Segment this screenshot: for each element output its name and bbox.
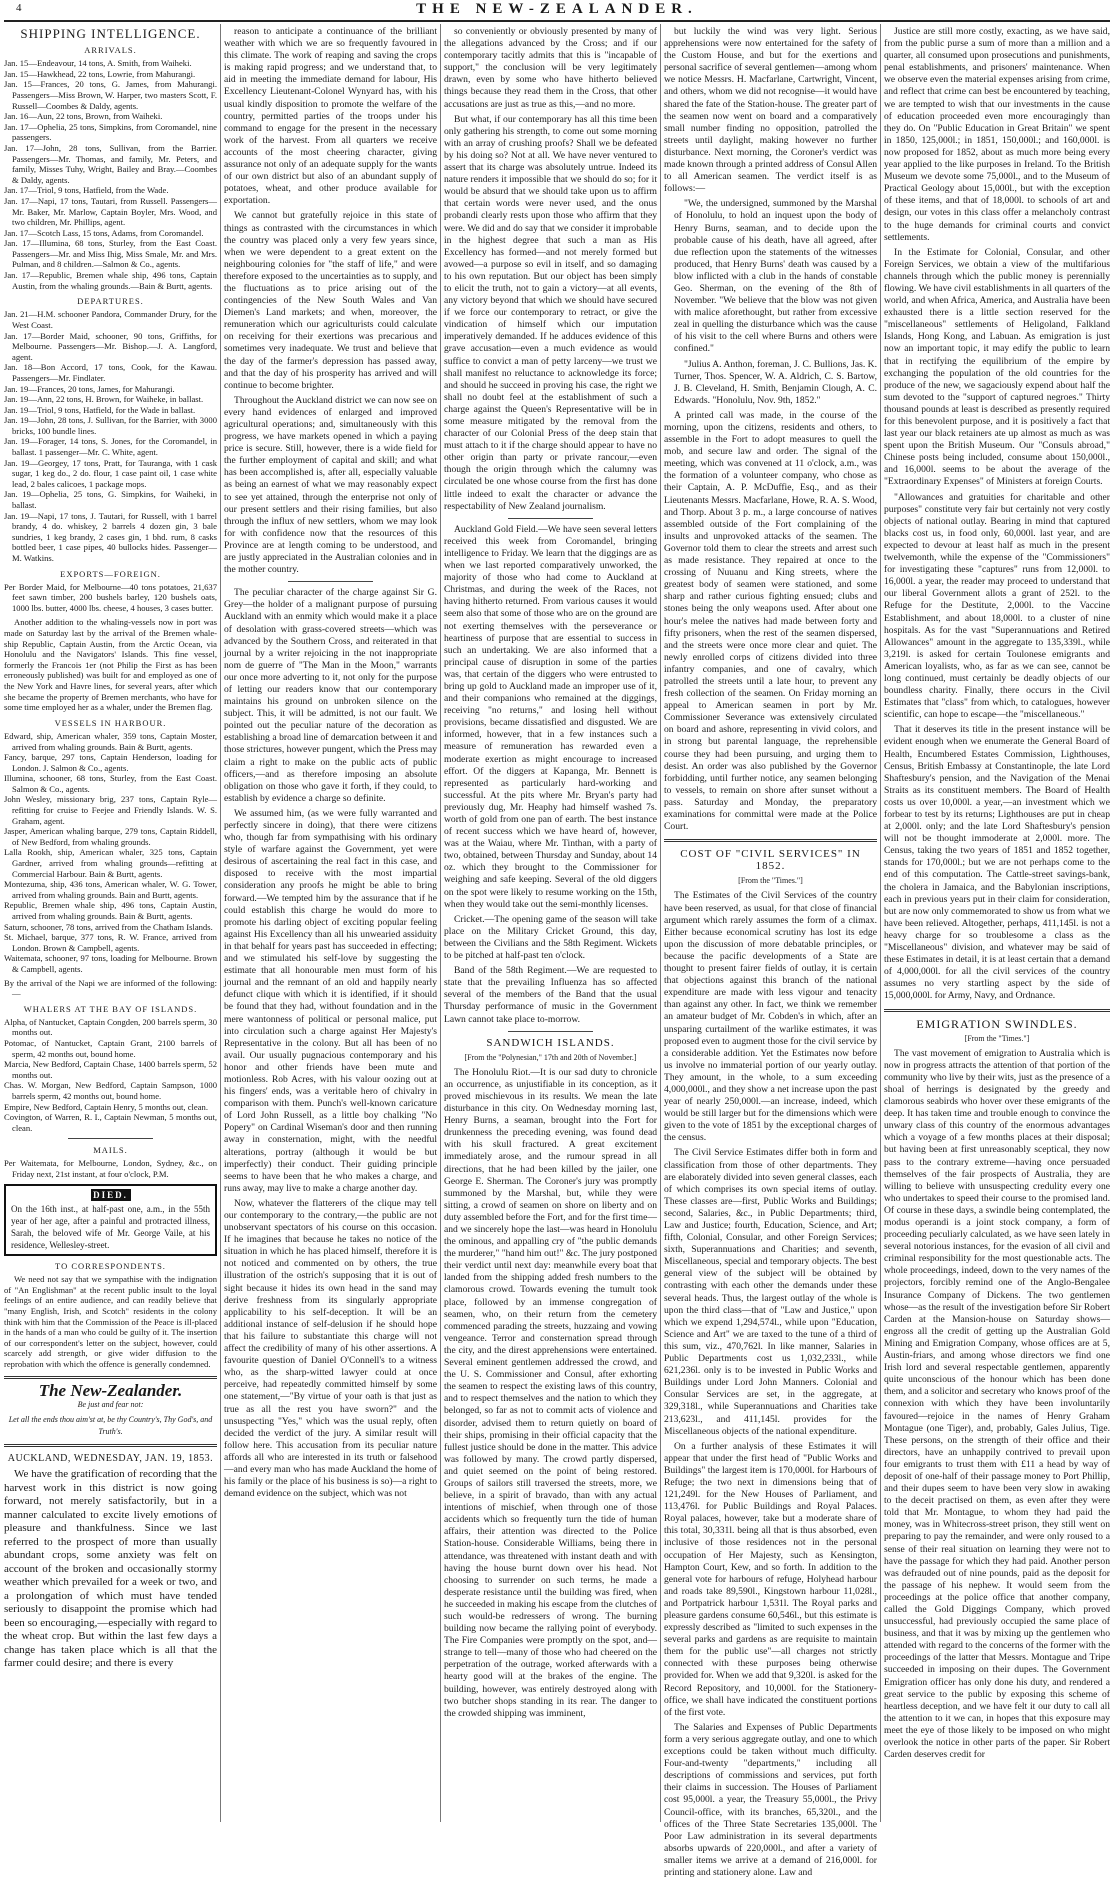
double-divider: [4, 1444, 217, 1447]
motto-line-1: Be just and fear not:: [77, 1399, 144, 1409]
verdict-signers: "Julius A. Anthon, foreman, J. C. Bullions, Jas. K. Turner, Thos. Spencer, W. A. Aldrich, C. S. Bartow, J. B. Cleveland, H. Smith, Benjamin Clough, A. C. Edwards. "Honolulu, Nov. 9th, 1852.": [674, 358, 877, 406]
shipping-title: SHIPPING INTELLIGENCE.: [20, 26, 201, 41]
vessel-item: Waitemata, schooner, 97 tons, loading for Melbourne. Brown & Campbell, agents.: [4, 953, 217, 974]
column-2: [224, 26, 437, 1822]
departure-item: Jan. 21—H.M. schooner Pandora, Commander Drury, for the West Coast.: [4, 309, 217, 330]
column-3: [444, 26, 657, 1822]
arrival-item: Jan. 16—Aun, 22 tons, Brown, from Waiheki.: [4, 111, 163, 122]
departures-heading: DEPARTURES.: [77, 296, 144, 307]
departure-item: Jan. 18—Bon Accord, 17 tons, Cook, for the Kawau. Passengers—Mr. Findlater.: [4, 362, 217, 383]
died-text: On the 16th inst., at half-past one, a.m., in the 55th year of her age, after a painful and protracted illness, Sarah, the beloved wife of Mr. George Vaile, at his residence, Wellesley-street.: [11, 1203, 210, 1251]
arrival-item: Jan. 15—Hawkhead, 22 tons, Lowrie, from Mahurangi.: [4, 68, 196, 79]
departure-item: Jan. 17—Border Maid, schooner, 90 tons, Griffiths, for Melbourne. Passengers—Mr. Bishop.—J. A. Langford, agent.: [4, 330, 217, 362]
civil-paragraph: "Allowances and gratuities for charitable and other purposes" constitute very fair but certainly not very costly objects of national outlay. Bearing in mind that captured blacks cost us, in food only, 60,000l. last year, and are expected to devour at least half as much in the present twelvemonth, while the expense of the "Commissioners" for investigating these "captures" runs from 12,000l. to 16,000l. a year, the reader may proceed to understand that our liberal Government allots a grant of 252l. to the Refuge for the Destitute, 2,000l. to the Vaccine Establishment, and about 18,000l. to a cluster of nine hospitals. As for the vast "Superannuations and Retired Allowances" amount in the aggregate to 135,339l., while 3,219l. is asked for certain Toulonese emigrants and American loyalists, who, as far as we can see, cannot be long continued, must certainly be deadly objects of our boundless charity. Finally, there occurs in the Civil Estimates that "class" from which, to catalogues, however scientific, can hope to escape—the "miscellaneous.": [884, 491, 1110, 721]
leader-paragraph: But what, if our contemporary has all this time been only gathering his strength, to come out some morning with an array of crushing proofs? Shall we be defeated by his doing so? Not at all. We have never ventured to assert that its charge was absolutely untrue. Indeed its nature renders it impossible that we should do so; for it would be absurd that we should take upon us to affirm that certain words were never used, and the onus probandi clearly rests upon those who affirm that they were. We did and do say that we consider it improbable in the highest degree that such a man as His Excellency has formed—and not merely formed but avowed—a purpose so evil in itself, and so damaging to his own reputation. But our object has been simply to elicit the truth, not to gain a victory—at all events, any victory beyond that which we should have secured if we force our contemporary to retract, or give the vindication of himself which our imputation imperatively demanded. If he adduces evidence of this grave accusation—even a much evidence as would suffice to convict a man of petty larceny—we trust we shall manifest no reluctance to acknowledge its force; and should he succeed in proving his case, the right we shall no doubt feel at the establishment of such a charge against the Queen's Representative will be in some measure mitigated by the removal from the character of our Colonial Press of the deep stain that must attach to it if the charge should appear to have no other origin than party or private rancour,—even though the origin through which the calumny was circulated be one whose course from the first has done little indeed to exalt the character or advance the respectability of New Zealand journalism.: [444, 113, 657, 512]
departure-item: Jan. 19—Ann, 22 tons, H. Brown, for Waiheke, in ballast.: [4, 394, 204, 405]
vessels-heading: VESSELS IN HARBOUR.: [54, 717, 167, 728]
emigration-paragraph: The vast movement of emigration to Australia which is now in progress attracts the attention of that portion of the community who live by their wits, just as the presence of a shoal of herrings is designated by the greedy and clamorous seabirds who hover over these emigrants of the deep. It has taken time and trouble enough to convince the unwary class of this country of the enormous advantages which a voyage of a few months places at their disposal; but having been at first unreasonably sceptical, they now pass to the contrary extreme—having once persuaded themselves of the fair prospects of Australia, they are willing to believe with unsuspecting credulity every one who undertakes to speed their course to the promised land. Of course in these days, a swindle being contemplated, the modus operandi is a joint stock company, a form of proceeding peculiarly calculated, as we have seen lately in several notorious instances, for the evasion of all civil and criminal responsibility for the most questionable acts. The whole proceedings, indeed, down to the very names of the projectors, forcibly remind one of the Anglo-Bengalee Insurance Company of Dickens. The two gentlemen whose—as the result of the investigation before Sir Robert Carden at the Mansion-house on Saturday shows—engross all the credit of getting up the Australian Gold Mining and Emigration Company, whose offices are at 5, Austin-friars, and among whose directors we find one Irish lord and several respectable gentlemen, apparently quite unconscious of the honour which has been done them, and a solicitor and secretary who knows proof of the connexion with which they have been involuntarily favoured—rejoice in the names of Henry Graham Montague (one Tiger), and, probably, Gales Julius, Tige. These persons, on the strength of their office and their directors, have an unhappily contrived to prevail upon four emigrants to trust them with £11 a head by way of deposit of one-half of their passage money to Port Phillip, and their dupes seem to have been very slow in awaking to the deceit practised on them, as even after they were told that Mr. Montague, to whom they had paid the money, was in Whitecross-street prison, they still went on preparing to pay the remainder, and were only roused to a sense of their real situation on learning they were not to have the passage for which they had paid. Another person was defrauded out of nine pounds, paid as the deposit for the passage of his nephew. It would seem from the proceedings at the police office that another company, called the Gold Diggings Company, which proved unsuccessful, had previously occupied the same place of business, and that it was by mixing up the gentlemen who attended with regard to the concerns of the former with the proceedings of the latter that Messrs. Montague and Tripe succeeded in imposing on their dupes. The Government Emigration officer has only done his duty, and rendered a great service to the public by exposing this scheme of heartless deception, and we have felt it our duty to call all the attention to it we can, in hopes that this exposure may meet the eye of those likely to be imposed on who might overlook the notice in other parts of the paper. Sir Robert Carden deserves credit for: [884, 1047, 1110, 1761]
bay-item: Alpha, of Nantucket, Captain Congden, 200 barrels sperm, 30 months out.: [4, 1016, 217, 1038]
vessel-item: Montezuma, ship, 436 tons, American whaler, W. G. Tower, arrived from whaling grounds. Bain and Burtt, agents.: [4, 879, 217, 900]
died-heading: DIED.: [91, 1189, 131, 1201]
bay-item: Marcia, New Bedford, Captain Chase, 1400 barrels sperm, 52 months out.: [4, 1059, 217, 1080]
sandwich-paragraph: The Honolulu Riot.—It is our sad duty to chronicle an occurrence, as unjustifiable in its conception, as it proved mischievous in its results. We mean the late disturbance in this city. On Wednesday morning last, Henry Burns, a seaman, brought into the Fort for drunkenness the preceding evening, was found dead with his skull fractured. A great excitement immediately arose, and the rumour spread in all directions, that he had been killed by the jailer, one George E. Sherman. The Coroner's jury was promptly summoned by the Marshal, but, while they were sitting, a crowd of seamen on shore on liberty and on duty assembled before the Fort, and for the first time—and we sincerely hope the last—was heard in Honolulu the ominous, and appalling cry of "the public demands the murderer," "hand him out!" &c. The jury postponed their verdict until next day: meanwhile every boat that landed from the shipping added fresh numbers to the clamorous crowd. Towards evening the tumult took place, followed by an immense congregation of seamen, who, on their return from the cemetery commenced parading the streets, huzzaing and vowing vengeance. Terror and consternation spread through the city, and the direst apprehensions were entertained. Several eminent gentlemen addressed the crowd, and the U. S. Commissioner and Consul, after exhorting the seamen to respect the existing laws of this country, and to respect themselves and the nation to which they belonged, so far as not to commit acts of violence and disorder, advised them to return quietly on board of their ships, promising in their official capacity that the fullest justice should be done in the matter. This advice was followed by many. The crowd partly dispersed, and quiet seemed on the point of being restored. Groups of sailors still traversed the streets, more, we believe, in a spirit of bravado, than with any actual intentions of mischief, when through one of those accidents which so frequently turn the tide of human affairs, their attention was directed to the Police Station-house. Considerable Williams, being there in attendance, was threatened with instant death and with having the house burnt down over his head. Not choosing to surrender on such terms, he made a desperate resistance until the building was fired, when he succeeded in making his escape from the clutches of such would-be redressers of wrong. The burning building now became the rallying point of everybody. The Fire Companies were promptly on the spot, and—strange to tell—many of those who had cheered on the perpetration of the outrage, worked afterwards with a hearty good will at the brakes of the engine. The building, however, was entirely destroyed along with two butcher shops standing in its rear. The danger to the crowded shipping was imminent,: [444, 1066, 657, 1719]
leader-paragraph: We have the gratification of recording that the harvest work in this district is now going forward, not merely satisfactorily, but in a manner calculated to excite lively emotions of pleasure and thankfulness. Since we last referred to the prospect of more than usually abundant crops, some anxiety was felt on account of the broken and occasionally stormy weather which prevailed for a week or two, and a prolongation of which must have tended seriously to disappoint the promise which had been so encouraging,—especially with regard to the wheat crop. But within the last few days a change has taken place which is all that the farmer could desire; and there is every: [4, 1468, 217, 1670]
sandwich-source: [From the "Polynesian," 17th and 20th of November.]: [464, 1052, 637, 1062]
arrival-item: Jan. 15—Frances, 20 tons, G. James, from Mahurangi. Passengers—Miss Brown, W. Harper, two masters Scott, F. Russell—Coombes & Daldy, agents.: [4, 79, 217, 111]
bay-item: Covington, of Warren, R. I., Captain Newman, 5 months out, clean.: [4, 1112, 217, 1133]
leader-paragraph: We cannot but gratefully rejoice in this state of things as contrasted with the circumstances in which the country was placed only a very few years since, when we were dependent to a great extent on the neighbouring colonies for "the staff of life," and were therefore exposed to the uncertainties as to supply, and the fluctuations as to price arising out of the contingencies of the New South Wales and Van Diemen's Land markets; and when, moreover, the remuneration which our agriculturists could calculate on receiving for their exertions was precarious and sometimes very inadequate. We trust and believe that the day of the farmer's depression has passed away, and that the day of his prosperity has arrived and will continue to become brighter.: [224, 210, 437, 391]
departure-item: Jan. 19—John, 28 tons, J. Sullivan, for the Barrier, with 3000 bricks, 100 bundle lines.: [4, 415, 217, 436]
vessel-item: John Wesley, missionary brig, 237 tons, Captain Ryle—refitting for cruise to Feejee and Friendly Islands. W. S. Graham, agent.: [4, 794, 217, 826]
sandwich-islands-heading: SANDWICH ISLANDS.: [486, 1036, 615, 1049]
arrival-item: Jan. 17—Illumina, 68 tons, Sturley, from the East Coast. Passengers—Mr. and Miss Ihig, Miss Smale, Mr. and Mrs. Pulman, and 8 children.—Salmon & Co., agents.: [4, 238, 217, 270]
masthead-rule: [4, 20, 1110, 22]
whaling-paragraph: Another addition to the whaling-vessels now in port was made on Saturday last by the arrival of the Bremen whale-ship Republic, Captain Austin, from the Arctic Ocean, via Honolulu and the Navigators' Islands. This fine vessel, formerly the Francois 1er (not Philip the First as has been erroneously published) was built for and employed as one of the New York and Havre lines, for several years, after which she became the property of Bremen merchants, who have for some time employed her as a whaler, under the Bremen flag.: [4, 617, 217, 713]
gold-field-paragraph: Auckland Gold Field.—We have seen several letters received this week from Coromandel, bringing intelligence to Friday. We learn that the diggings are as when we last reported comparatively unworked, the majority of those who had come to Auckland at Christmas, and during the week of the Races, not having hitherto returned. From various causes it would seem also that some of those who are on the ground are not exerting themselves with the perseverance or heartiness of purpose that are essential to success in such an undertaking. We are also informed that a principal cause of disruption in some of the parties was, that certain of the diggers who were entrusted to bring up gold to Auckland made an improper use of it, and their companions who remained at the diggings, receiving "no returns," and losing hell without provisions, became dissatisfied and disgusted. We are informed, however, that in a few instances such a measure of remuneration has rewarded even a moderate exertion as might encourage to increased effort. Of the diggers at Kapanga, Mr. Bennett is represented as particularly hard-working and successful. At the pits where Mr. Bryan's party had previously dug, Mr. Heaphy had himself washed 7s. worth of gold from one pan of earth. The best instance of recent success which we have heard of, however, was at the Waiau, where Mr. Tinthan, with a party of two, obtained, between Thursday and Sunday, about 14 oz. which they brought to the Commissioner for weighing and safe keeping. Several of the old diggers on the spot were likely to resume working on the 15th, when they would take out the semi-monthly licenses.: [444, 523, 657, 910]
vessel-item: Illumina, schooner, 68 tons, Sturley, from the East Coast. Salmon & Co., agents.: [4, 773, 217, 794]
bay-heading: WHALERS AT THE BAY OF ISLANDS.: [23, 1003, 198, 1014]
departure-item: Jan. 19—Ophelia, 25 tons, G. Simpkins, for Waiheki, in ballast.: [4, 489, 217, 511]
bay-item: Potomac, of Nantucket, Captain Grant, 2100 barrels of sperm, 42 months out, bound home.: [4, 1038, 217, 1059]
column-1: [4, 26, 217, 1822]
emigration-heading: EMIGRATION SWINDLES.: [916, 1016, 1078, 1031]
civil-paragraph: The Civil Service Estimates differ both in form and classification from those of other departments. They are elaborately divided into seven general classes, each of which comprises its own special items of outlay. These classes are—first, Public Works and Buildings; second, Salaries, &c., in Public Departments; third, Law and Justice; fourth, Education, Science, and Art; fifth, Colonial, Consular, and other Foreign Services; sixth, Superannuations and Charities; and seventh, Miscellaneous, special and temporary objects. The best general view of the subject will be obtained by contrasting with each other the demands under these several heads. Thus, the largest outlay of the whole is upon the third class—that of "Law and Justice," upon which we expend 1,294,574l., while upon "Education, Science and Art" we are taxed to the tune of a third of this sum, viz., 470,762l. In like manner, Salaries in Public Departments cost us 1,032,233l., while 621,236l. only is to be invested in Public Works and Buildings under Lord John Manners. Colonial and Consular Services are set, in the aggregate, at 329,318l., while Superannuations and Charities take 213,623l., and 411,145l. provides for the Miscellaneous objects of the national expenditure.: [664, 1147, 877, 1437]
mails-text: Per Waitemata, for Melbourne, London, Sydney, &c., on Friday next, 21st instant, at four o'clock, P.M.: [4, 1158, 217, 1180]
divider: [508, 1031, 593, 1032]
arrival-item: Jan. 17—John, 28 tons, Sullivan, from the Barrier. Passengers—Mr. Thomas, and family, Mr. Peters, and family, Misses Tuhy, Wright, Bailey and Bray.—Coombes & Daldy, agents.: [4, 142, 217, 185]
leader-paragraph: so conveniently or obviously presented by many of the allegations advanced by the Cross; and if our contemporary tacitly admits that this is "incapable of support," the conclusion will be very legitimately drawn, even by some who have hitherto believed things because they read them in the Cross, that other accusations are just as true as this,—and no more.: [444, 26, 657, 110]
masthead-title: THE NEW-ZEALANDER.: [416, 1, 698, 17]
sandwich-paragraph: A printed call was made, in the course of the morning, upon the citizens, residents and others, to assemble in the Fort to adopt measures to quell the mob, and secure law and order. The signal of the meeting, which was convened at 11 o'clock, a.m., was the formation of a volunteer company, who chose as their Captain, A. P. McDuffie, Esq., and as their Lieutenants Messrs. Macfarlane, Howe, R. A. S. Wood, and Thorp. About 3 p. m., a large concourse of natives assembled outside of the Fort complaining of the insults and unprovoked attacks of the seamen. The Governor told them to clear the streets and arrest such as made resistance. They repaired at once to the crossing of Nuuanu and King streets, where the greatest body of seamen were stationed, and some sharp and rather curious fighting ensued; clubs and stones being the only weapons used. After about one hour's melee the natives had made between forty and fifty prisoners, when the rest of the seamen dispersed, and the streets were once more clear and quiet. The newly enrolled corps of citizens divided into three infantry companies, and one of cavalry, which patrolled the streets until a late hour, to prevent any fresh collection of the seamen. On Friday morning an appeal to American seamen in port by Mr. Commissioner Severance was extensively circulated on board and ashore, representing in vivid colors, and in strong but parental language, the reprehensible course they had been pursuing, and urging them to desist. An order was also published by the Governor forbidding, until further notice, any seamen belonging to vessels, to remain on shore after sunset without a pass. Saturday and Monday, the preparatory examinations for committal were made at the Police Court.: [664, 409, 877, 833]
column-rule: [660, 24, 661, 1822]
motto-line-2: Let all the ends thou aim'st at, be thy Country's, Thy God's, and Truth's.: [8, 1414, 213, 1436]
arrival-item: Jan. 17—Republic, Bremen whale ship, 496 tons, Captain Austin, from the whaling grounds.—Bain & Burtt, agents.: [4, 270, 217, 291]
vessel-item: Fancy, barque, 297 tons, Captain Henderson, loading for London. J. Salmon & Co., agents.: [4, 752, 217, 773]
leader-paragraph: Throughout the Auckland district we can now see on every hand evidences of enlarged and improved agricultural operations; and, simultaneously with this progress, we have markets opened in which a paying price is secure. Still, however, there is a wide field for the further employment of capital and skill; and what has been accomplished is, after all, especially valuable as being an earnest of what we may reasonably expect to see yet attained, through the enterprise not only of our present settlers and their rising families, but also through the influx of new settlers, whom we may look for with confidence now that the resources of this Province are at length coming to be understood, and are justly appreciated in the Australian colonies and in the mother country.: [224, 394, 437, 576]
cricket-paragraph: Cricket.—The opening game of the season will take place on the Military Cricket Ground, this day, between the Civilians and the 58th Regiment. Wickets to be pitched at half-past ten o'clock.: [444, 913, 657, 962]
verdict-quote: "We, the undersigned, summoned by the Marshal of Honolulu, to hold an inquest upon the body of Henry Burns, seaman, and to decide upon the probable cause of his death, have all agreed, after due reflection upon the statements of the witnesses produced, that Henry Burns' death was caused by a blow inflicted with a club in the hands of constable Geo. Sherman, on the evening of the 8th of November. "We believe that the blow was not given with malice aforethought, but rather from excessive zeal in quelling the disturbance which was the cause of his visit to the cell where Burns and others were confined.": [674, 198, 877, 355]
bay-item: Chas. W. Morgan, New Bedford, Captain Sampson, 1000 barrels sperm, 42 months out, bound home.: [4, 1080, 217, 1101]
departure-item: Jan. 19—Forager, 14 tons, S. Jones, for the Coromandel, in ballast. 1 passenger—Mr. C. White, agent.: [4, 436, 217, 458]
napi-note: By the arrival of the Napi we are informed of the following:—: [4, 977, 217, 999]
civil-paragraph: On a further analysis of these Estimates it will appear that under the first head of "Public Works and Buildings" the largest item is 170,000l. for Harbours of Refuge; the two next in dimensions being that of 121,249l. for the New Houses of Parliament, and 113,476l. for Public Buildings and Royal Palaces. Royal palaces, however, take but a moderate share of this total, 30,331l. being all that is thus absorbed, even inclusive of those residences not in the personal occupation of Her Majesty, such as Kensington, Hampton Court, Kew, and so forth. In addition to the general vote for harbours of refuge, Holyhead harbour and roads take 89,590l., Kingstown harbour 11,028l., and Portpatrick harbour 1,531l. The Royal parks and pleasure gardens consume 60,546l., but this estimate is expressly described as "limited to such expenses in the several parks and gardens as are requisite to maintain them for the public use"—all charges not strictly connected with these purposes being otherwise provided for. When we add that 9,320l. is asked for the Record Repository, and 10,000l. for the Stationery-office, we shall have indicated the constituent portions of the first vote.: [664, 1440, 877, 1718]
mails-heading: MAILS.: [93, 1145, 128, 1156]
vessels-list: [4, 731, 217, 975]
leader-paragraph: reason to anticipate a continuance of the brilliant weather with which we are so frequently favoured in this climate. The work of reaping and saving the crops is making rapid progress; and we understand that, to aid in meeting the immediate demand for labour, His Excellency Lieutenant-Colonel Wynyard has, with his usual kindly disposition to promote the welfare of the country, permitted parties of the troops under his command to engage for the present in the necessary work of the harvest. From all quarters we receive accounts of the most cheering character, giving assurance not only of an adequate supply for the wants of our own district but also of an abundant supply of potatoes, wheat, and other produce available for exportation.: [224, 26, 437, 207]
arrival-item: Jan. 15—Endeavour, 14 tons, A. Smith, from Waiheki.: [4, 58, 192, 69]
divider: [508, 518, 593, 519]
bay-list: [4, 1017, 217, 1134]
departure-item: Jan. 19—Georgey, 17 tons, Pratt, for Tauranga, with 1 cask sugar, 1 keg do., 2 do. flour, 1 case paint oil, 1 case white lead, 2 bales calicoes, 1 package mops.: [4, 457, 217, 489]
leader-paragraph: Now, whatever the flatterers of the clique may tell our contemporary to the contrary,—the public are not unobservant spectators of his course on this occasion. If he imagines that because he takes no notice of the situation in which he has placed himself, therefore it is not noticed and commented on by others, the true illustration of the ostrich's supposing that it is out of sight because it hides its own head in the sand may derive freshness from its singularly appropriate applicability to his self-deception. It will be an additional instance of self-delusion if he should hope that his failure to substantiate this charge will not affect the credibility of many of his other assertions. A favourite question of Daniel O'Connell's to a witness who, as the sharp-witted lawyer could at once perceive, had repeatedly committed himself by some one statement,—"By virtue of your oath is that just as true as all the rest you have sworn?" and the unsuspecting "Yes," which was the usual reply, often decided the verdict of the jury. A similar result will follow here. This accusation from its peculiar nature affords all who are interested in its truth or falsehood—and every man who has made Auckland the home of his family or the place of his business is so)—a right to demand evidence on the subject, which was not: [224, 1197, 437, 1500]
divider: [288, 581, 373, 582]
arrivals-list: [4, 58, 217, 291]
column-4: [664, 26, 877, 1878]
vessel-item: Edward, ship, American whaler, 359 tons, Captain Moster, arrived from whaling grounds. Bain & Burtt, agents.: [4, 730, 217, 752]
correspondents-heading: TO CORRESPONDENTS.: [55, 1261, 166, 1272]
arrival-item: Jan. 17—Napi, 17 tons, Tautari, from Russell. Passengers—Mr. Baker, Mr. Marlow, Captain Boyler, Mrs. Wood, and two children, Mr. Phillips, agent.: [4, 195, 217, 228]
band-paragraph: Band of the 58th Regiment.—We are requested to state that the prevailing Influenza has so affected several of the members of the Band that the usual Thursday performance of music in the Government Lawn cannot take place to-morrow.: [444, 965, 657, 1025]
exports-heading: EXPORTS—FOREIGN.: [60, 568, 161, 579]
arrivals-heading: ARRIVALS.: [84, 45, 137, 56]
civil-source: [From the "Times."]: [738, 876, 803, 886]
civil-paragraph: The Estimates of the Civil Services of the country have been reserved, as usual, for that close of financial argument which rarely assumes the form of a climax. Either because economical scrutiny has lost its edge upon the discussion of more debatable principles, or because the pacific developments of a State are thought to present fairer fields of outlay, it is certain that objections against this branch of the national expenditure are made with less vigour and tenacity than against any other. In fact, we think we remember an amateur budget of Mr. Cobden's in which, after an unsparing curtailment of the warlike estimates, it was proposed even to augment those for the civil service by a considerable addition. Yet the Estimates now before us involve no immaterial portion of our yearly outlay. They amount, in the whole, to a sum exceeding 4,000,000l., and they show a net increase upon the past year of nearly 250,000l.—an increase, indeed, which would be still larger but for the dimensions which were given to the vote of 1851 by the exceptional charges of the census.: [664, 890, 877, 1144]
civil-paragraph: Justice are still more costly, exacting, as we have said, from the public purse a sum of more than a million and a quarter, all consumed upon prosecutions and punishments, penal establishments, and prisoners' maintenance. When we observe even the material expenses arising from crime, and reflect that crime can best be encountered by teaching, we are tempted to wish that our investments in the cause of education proceeded even more encouragingly than they do. On "Public Education in Great Britain" we spent in 1850, 125,000l.; in 1851, 150,000l.; and 160,000l. is now proposed for 1852, about as much more being every year applied to the like purposes in Ireland. To the British Museum we devote some 75,000l., and to the Museum of Practical Geology about 15,000l., but with the exception of these items, and that of 18,000l. to schools of art and design, our votes in this class offer a melancholy contrast to the huge demands for criminal courts and convict settlements.: [884, 26, 1110, 243]
vessel-item: Lalla Rookh, ship, American whaler, 325 tons, Captain Gardner, arrived from whaling grounds—refitting at Commercial Harbour. Bain & Burtt, agents.: [4, 847, 217, 879]
departure-item: Jan. 19—Frances, 20 tons, James, for Mahurangi.: [4, 383, 175, 394]
arrival-item: Jan. 17—Triol, 9 tons, Hatfield, from the Wade.: [4, 185, 169, 196]
page-number: 4: [16, 2, 22, 14]
death-notice: [4, 1184, 217, 1256]
vessel-item: Jasper, American whaling barque, 279 tons, Captain Riddell, of New Bedford, from whaling grounds.: [4, 826, 217, 847]
civil-services-heading: COST OF "CIVIL SERVICES" IN 1852.: [680, 848, 861, 873]
double-divider: [664, 839, 877, 842]
emigration-source: [From the "Times."]: [964, 1033, 1030, 1043]
dateline: AUCKLAND, WEDNESDAY, JAN. 19, 1853.: [7, 1452, 214, 1464]
vessel-item: Republic, Bremen whale ship, 496 tons, Captain Austin, arrived from whaling grounds. Bain & Burtt, agents.: [4, 900, 217, 921]
leader-paragraph: We assumed him, (as we were fully warranted and perfectly sincere in doing), that there were citizens who, though far from sympathising with his ordinary style of warfare against the Government, yet were desirous of ascertaining the real fact in this case, and disposed to receive with the most impartial consideration any proofs he might be able to bring forward.—We tempted him by the assurance that if he could establish this charge he would do more to promote his darling object of exciting popular feeling against His Excellency than all his unwearied assiduity in that behalf for years past has succeeded in effecting; and we stimulated his self-love by suggesting the estimate that all honourable men must form of his journal and the remnant of an old and happily nearly defunct clique with which it is identified, if it should be found that they had, without foundation and in the mere wantonness of political or personal malice, put into circulation such a charge against Her Majesty's Representative in the colony. But all has been of no avail. Our usually pugnacious contemporary and his honor and other friends have been mute and motionless. Rob Acres, with his valour oozing out at his fingers' ends, was a veritable hero of chivalry in comparison with them. Punch's well-known caricature of Lord John Russell, as a little boy chalking "No Popery" on Cardinal Wiseman's door and then running away in consternation, might, with the needful alterations, portray (although it would be but imperfectly) their conduct. Their guiding principle seems to have been that he who makes a charge, and runs away, may live to make a charge another day.: [224, 807, 437, 1194]
column-rule: [880, 24, 881, 1822]
correspondents-text: We need not say that we sympathise with the indignation of "An Englishman" at the recent public insult to the loyal feelings of an entire audience, and can readily believe that "many English, Irish, and Scotch" residents in the colony think with him that the Commission of the Peace is ill-placed in the hands of a man who could be guilty of it. The insertion of our correspondent's letter on the subject, however, could scarcely add strength, or give wider diffusion to the reprobation with which the offence is generally condemned.: [4, 1274, 217, 1369]
vessel-item: St. Michael, barque, 377 tons, R. W. France, arrived from London. Brown & Campbell, agents.: [4, 932, 217, 953]
divider: [68, 1138, 153, 1139]
arrival-item: Jan. 17—Ophelia, 25 tons, Simpkins, from Coromandel, nine passengers.: [4, 121, 217, 143]
departure-item: Jan. 19—Triol, 9 tons, Hatfield, for the Wade in ballast.: [4, 404, 196, 415]
paper-title: The New-Zealander.: [38, 1380, 183, 1400]
double-divider: [4, 1376, 217, 1379]
double-divider: [884, 1009, 1110, 1012]
vessel-item: Saturn, schooner, 78 tons, arrived from the Chatham Islands.: [4, 921, 213, 932]
civil-paragraph: The Salaries and Expenses of Public Departments form a very serious aggregate outlay, and one to which exceptions could be taken without much difficulty. Four-and-twenty "departments," including all descriptions of commissions and services, put forth their claims in succession. The Houses of Parliament cost 95,000l. a year, the Treasury 55,000l., the Privy Council-office, with its branches, 65,320l., and the offices of the Three State Secretaries 135,000l. The Poor Law administration in its several departments absorbs upwards of 220,000l., and after a variety of smaller items we arrive at a demand of 216,000l. for printing and stationery alone. Law and: [664, 1721, 877, 1878]
column-5: [884, 26, 1110, 1822]
column-rule: [220, 24, 221, 1822]
arrival-item: Jan. 17—Scotch Lass, 15 tons, Adams, from Coromandel.: [4, 227, 204, 238]
sandwich-paragraph: but luckily the wind was very light. Serious apprehensions were now entertained for the safety of the Custom House, and but for the exertions and personal sacrifice of several gentlemen—among whom we notice Messrs. H. Macfarlane, Cartwright, Vincent, and others, whom we did not recognise—it would have shared the fate of the Station-house. The greater part of the seamen now went on board and a comparatively small number finding no opposition, patrolled the streets until daylight, making however no further disturbance. Next morning, the Coroner's verdict was made known through a printed address of Consul Allen to all American seamen. The verdict itself is as follows:—: [664, 26, 877, 195]
leader-paragraph: The peculiar character of the charge against Sir G. Grey—the holder of a malignant purpose of pursuing Auckland with an enmity which would make it a place of desolation with grass-covered streets—which was advanced by the Southern Cross, and reiterated in that journal by a writer rejoicing in the not inappropriate nom de guerre of "The Man in the Moon," warrants our once more adverting to it, not only for the purpose of letting our readers know that our contemporary maintains his ground on unbroken silence on the subject. This, it will be admitted, is not our fault. We pointed out the peculiar nature of the decoration as establishing a broad line of demarcation between it and those strictures, however pungent, which the Press may claim a right to make on the public acts of public officers,—and as therefore imposing an absolute obligation on those who gave it forth, if they could, to establish by evidence a charge so definite.: [224, 587, 437, 804]
departures-list: [4, 309, 217, 563]
departure-item: Jan. 19—Napi, 17 tons, J. Tautari, for Russell, with 1 barrel brandy, 4 do. whiskey, 2 barrels 4 dozen gin, 3 bale sundries, 1 keg brandy, 2 cases gin, 1 bhd. rum, 8 casks bottled beer, 1 case pipes, 40 bullocks hides. Passenger—M. Watkins.: [4, 510, 217, 563]
civil-paragraph: In the Estimate for Colonial, Consular, and other Foreign Services, we obtain a view of the multifarious channels through which the public money is perennially flowing. We have civil establishments in all quarters of the world, and when Africa, America, and Australia have been exhausted there is a little section reserved for the "miscellaneous" settlements of Heligoland, Falkland Islands, Hong Kong, and Labuan. As emigration is just now an important topic, it may edify the public to learn that in rectifying the equilibrium of the empire by exchanging the population of the old countries for the produce of the new, we sagaciously expend about half the sum devoted to the "support of captured negroes." Thirty thousand pounds at least is described as presently required for this benevolent purpose, and it is positively a fact that last year our black retainers ate up almost as much as was spent upon the British Museum. Our "Consuls abroad," Chinese posts being included, consume about 150,000l., and 16,000l. seems to be about the average of the "Extraordinary Expenses" of Ministers at foreign Courts.: [884, 246, 1110, 488]
exports-text: Per Border Maid, for Melbourne—40 tons potatoes, 21,637 feet sawn timber, 200 bushels barley, 120 bushels oats, 1000 lbs. butter, 4000 lbs. cheese, 4 houses, 3 cases butter.: [4, 581, 217, 613]
column-rule: [440, 24, 441, 1822]
bay-item: Empire, New Bedford, Captain Henry, 5 months out, clean.: [4, 1101, 208, 1112]
civil-paragraph: That it deserves its title in the present instance will be evident enough when we enumerate the General Board of Health, Encumbered Estates Commission, Lighthouses, Census, British Embassy at Constantinople, the late Lord Shaftesbury's pension, and the Navigation of the Menai Straits as its constituent members. The Board of Health costs us over 10,000l. a year,—an investment which we forbear to test by its returns; Lighthouses are put in cheap at 2,000l. only; and the late Lord Shaftesbury's pension will not be thought immoderate at 2,000l. more. The Census, taking the two years of 1851 and 1852 together, stands for 170,000l.; but we are not perhaps come to the end of this computation. The Cattle-street savings-bank, the cholera in Jamaica, and the Babylonian inscriptions, each in previous years put in their claim for consideration, but are now only commemorated to show us from what we have been relieved. Altogether, perhaps, 411,145l. is not a heavy charge for so troublesome a class as the "Miscellaneous" division, and whatever may be said of these Estimates in detail, it is at least certain that a demand of 4,000,000l. for all the civil services of the country assumes no very startling aspect by the side of 15,000,000l. for Army, Navy, and Ordnance.: [884, 724, 1110, 1002]
